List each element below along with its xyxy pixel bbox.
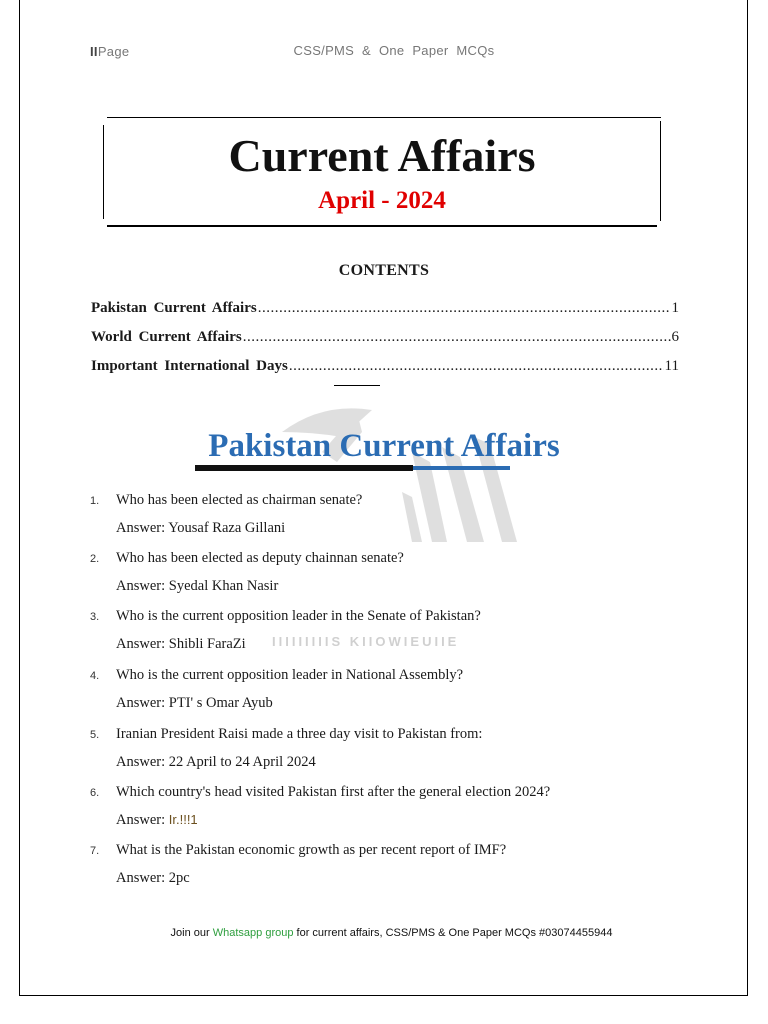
answer-text: [116, 520, 285, 537]
answer-label: Answer:: [116, 636, 166, 652]
toc-entry[interactable]: [91, 324, 679, 346]
answer-value: PTI' s Omar Ayub: [168, 695, 273, 711]
answer-value: Yousaf Raza Gillani: [168, 520, 286, 536]
question-number: 4.: [90, 670, 100, 682]
section-heading: Pakistan Current Affairs: [208, 428, 560, 464]
question-number: 2.: [90, 553, 100, 565]
question-number: 7.: [90, 845, 100, 857]
toc-entry-title: Important International Days: [91, 358, 288, 374]
title-box-bottom-rule: [107, 225, 657, 227]
answer-value: Syedal Khan Nasir: [168, 578, 279, 594]
toc-entry-page: 6: [671, 329, 679, 345]
answer-label: Answer:: [116, 695, 166, 711]
question-number: 5.: [90, 729, 100, 741]
page-border-bottom: [19, 995, 748, 996]
question-text: [90, 608, 481, 625]
page-marker: II: [90, 44, 98, 59]
watermark-logo-icon: [262, 392, 522, 552]
toc-leader-dots: [258, 300, 671, 317]
footer-suffix: for current affairs, CSS/PMS & One Paper MCQs #03074455944: [296, 927, 613, 939]
question-text: [90, 667, 463, 684]
answer-text: [116, 754, 316, 771]
footer-prefix: Join our: [170, 927, 210, 939]
question-body: What is the Pakistan economic growth as per recent report of IMF?: [116, 842, 507, 858]
section-heading-underline-accent: [413, 466, 510, 470]
answer-value: Ir.!!!1: [168, 812, 198, 827]
answer-value: 2pc: [168, 870, 190, 886]
document-subtitle: April - 2024: [318, 187, 446, 214]
toc-entry-page: 1: [671, 300, 679, 316]
toc-leader-dots: [289, 358, 664, 375]
question-text: [90, 492, 362, 509]
question-number: 1.: [90, 495, 100, 507]
watermark-text: IIIIIIIIIS KIIOWIEUIIE: [272, 634, 460, 649]
question-body: Iranian President Raisi made a three day visit to Pakistan from:: [116, 726, 483, 742]
question-text: [90, 550, 404, 567]
section-heading-underline: [195, 465, 413, 471]
question-body: Who has been elected as chairman senate?: [116, 492, 363, 508]
question-text: [90, 726, 482, 743]
answer-text: [116, 695, 273, 712]
answer-label: Answer:: [116, 812, 166, 828]
answer-label: Answer:: [116, 870, 166, 886]
title-box: [103, 117, 661, 227]
contents-heading: CONTENTS: [338, 262, 430, 279]
answer-value: 22 April to 24 April 2024: [168, 754, 316, 770]
header-title: CSS/PMS & One Paper MCQs: [293, 43, 495, 58]
question-body: Who is the current opposition leader in the Senate of Pakistan?: [116, 608, 481, 624]
answer-label: Answer:: [116, 520, 166, 536]
question-text: [90, 842, 506, 859]
question-body: Which country's head visited Pakistan first after the general election 2024?: [116, 784, 551, 800]
answer-value: Shibli FaraZi: [168, 636, 246, 652]
page-border-left: [19, 0, 20, 996]
toc-entry[interactable]: [91, 353, 679, 375]
question-number: 6.: [90, 787, 100, 799]
footer: [0, 927, 768, 939]
document-title: Current Affairs: [228, 130, 536, 181]
answer-text: [116, 636, 246, 653]
answer-text: [116, 578, 278, 595]
toc-leader-dots: [243, 329, 671, 346]
whatsapp-group-link[interactable]: Whatsapp group: [212, 927, 294, 939]
answer-label: Answer:: [116, 754, 166, 770]
answer-text: [116, 870, 190, 887]
question-text: [90, 784, 550, 801]
question-body: Who has been elected as deputy chainnan senate?: [116, 550, 404, 566]
title-box-top-rule: [107, 117, 661, 118]
page-border-right: [747, 0, 748, 996]
question-body: Who is the current opposition leader in National Assembly?: [116, 667, 464, 683]
toc-entry-title: World Current Affairs: [91, 329, 242, 345]
contents-end-rule: [334, 385, 380, 386]
question-number: 3.: [90, 611, 100, 623]
toc-entry[interactable]: [91, 295, 679, 317]
answer-text: [116, 812, 198, 829]
page-label: Page: [97, 44, 130, 59]
answer-label: Answer:: [116, 578, 166, 594]
toc-entry-title: Pakistan Current Affairs: [91, 300, 257, 316]
toc-entry-page: 11: [664, 358, 679, 374]
